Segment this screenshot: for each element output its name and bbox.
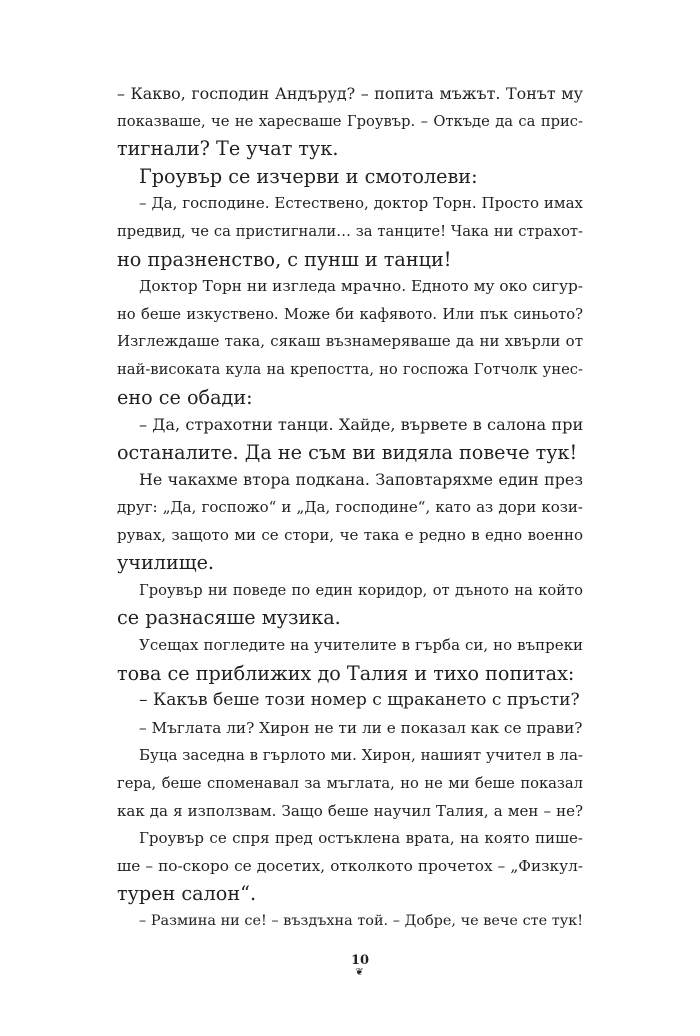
text-line: как да я използвам. Защо беше научил Талия, а мен – не? [117,801,583,820]
text-line: ше – по-скоро се досетих, отколкото прочетох – „Физкул- [117,856,583,875]
text-line: показваше, че не харесваше Гроувър. – Откъде да са прис- [117,112,583,130]
text-line: рувах, защото ми се стори, че така е редно в едно военно [117,525,583,544]
text-line: – Да, господине. Естествено, доктор Торн. Просто имах [139,194,583,213]
text-line: гера, беше споменавал за мъглата, но не ми беше показал [117,775,583,792]
text-line: Доктор Торн ни изгледа мрачно. Едното му око сигур- [139,277,583,296]
text-line: Не чакахме втора подкана. Заповтаряхме един през [139,470,583,490]
text-line: Гроувър ни поведе по един коридор, от дъното на който [139,581,583,599]
text-line: – Да, страхотни танци. Хайде, вървете в салона при [139,415,584,435]
text-line: Буца заседна в гърлото ми. Хирон, нашият учител в ла- [139,746,583,765]
text-line: предвид, че са пристигнали… за танците! Чака ни страхот- [117,223,583,240]
text-line: ено се обади: [117,385,253,409]
text-line: се разнасяше музика. [117,606,341,630]
text-line: Гроувър се изчерви и смотолеви: [139,164,478,188]
text-line: турен салон“. [117,882,257,906]
text-line: Гроувър се спря пред остъклена врата, на която пише- [139,829,583,848]
text-line: – Какво, господин Андъруд? – попита мъжът. Тонът му [117,84,583,103]
text-line: – Мъглата ли? Хирон не ти ли е показал как се прави? [139,718,583,737]
text-line: това се приближих до Талия и тихо попитах: [117,661,575,685]
text-line: останалите. Да не съм ви видяла повече тук! [117,440,578,464]
text-line: но беше изкуствено. Може би кафявото. Или пък синьото? [117,305,583,323]
text-line: но празненство, с пунш и танци! [117,247,452,271]
text-line: – Размина ни се! – въздъхна той. – Добре, че вече сте тук! [139,913,583,929]
text-line: друг: „Да, госпожо“ и „Да, господине“, като аз дори кози- [117,498,583,516]
text-line: най-високата кула на крепостта, но госпожа Готчолк унес- [117,361,583,378]
ornament-icon: ❦ [355,967,365,978]
text-line: – Какъв беше този номер с щракането с пръсти? [139,690,580,711]
text-line: Изглеждаше така, сякаш възнамеряваше да ни хвърли от [117,332,583,351]
text-line: Усещах погледите на учителите в гърба си, но въпреки [139,636,583,654]
text-line: тигнали? Те учат тук. [117,137,339,161]
text-line: училище. [117,551,215,575]
page-number: 10 [350,953,370,968]
